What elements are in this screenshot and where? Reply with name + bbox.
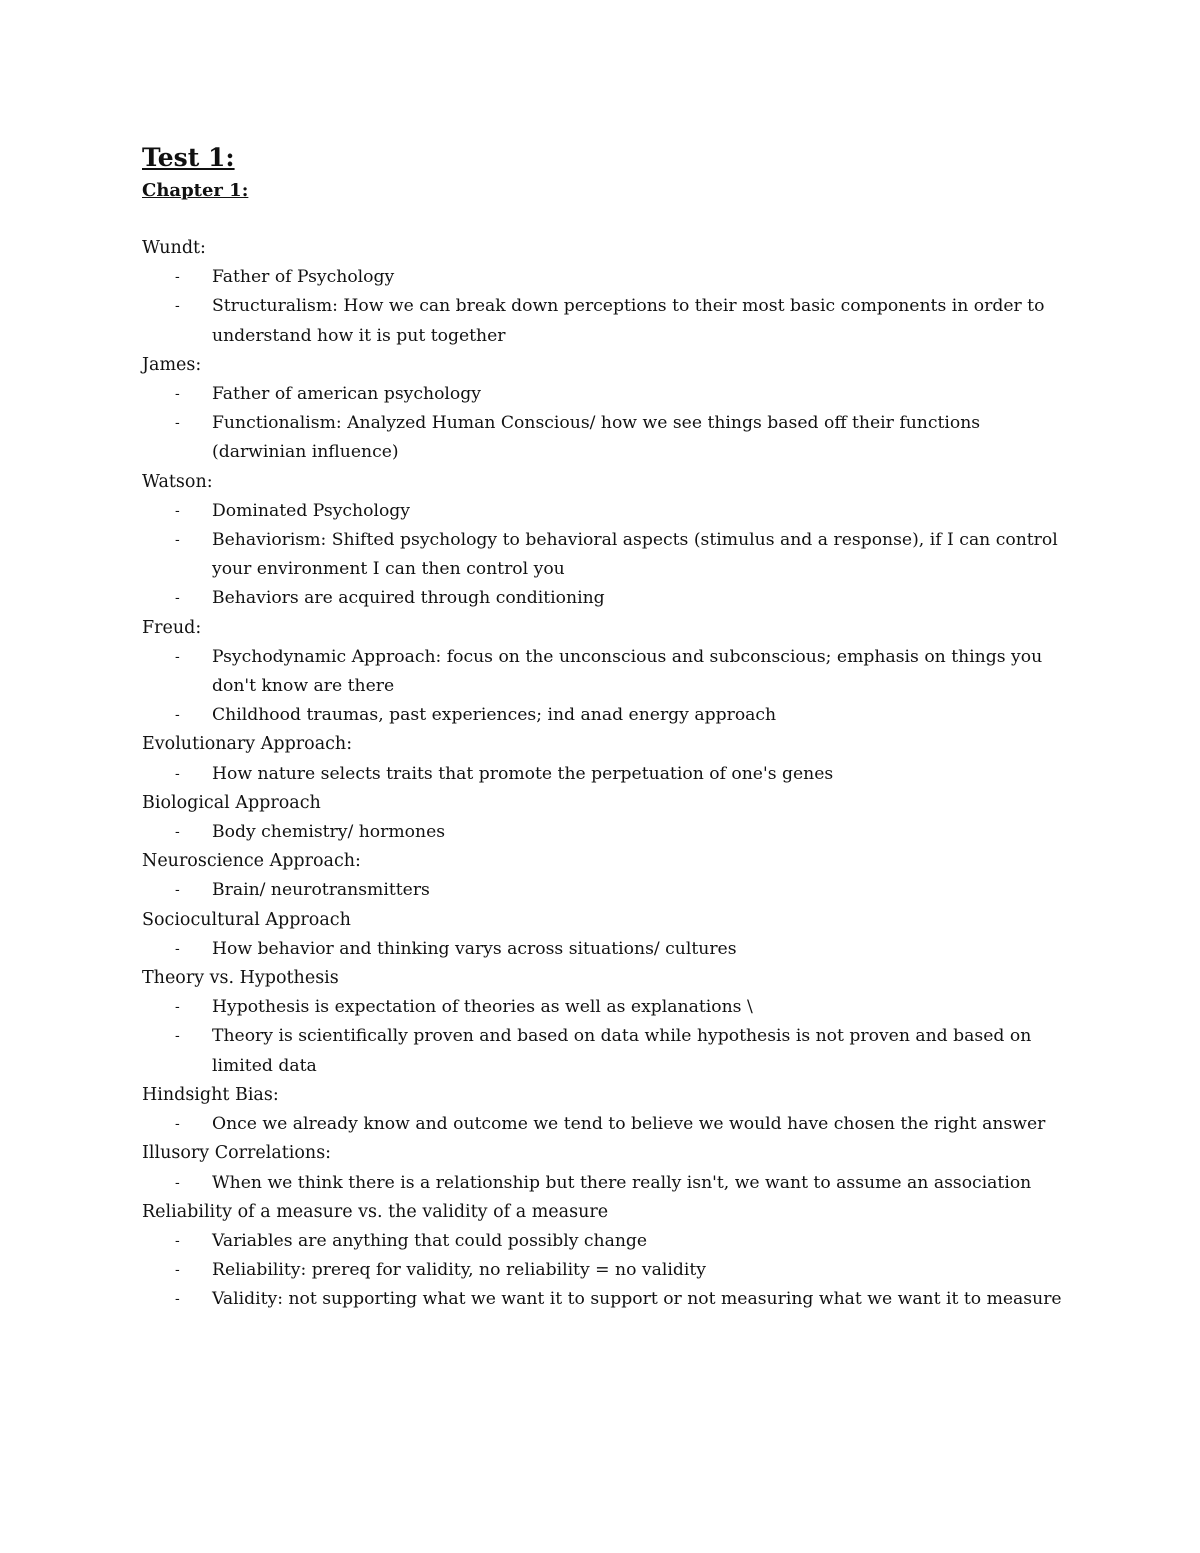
list-item-text: Dominated Psychology bbox=[212, 500, 411, 521]
list-item-text: Father of Psychology bbox=[212, 267, 395, 288]
list-item bbox=[142, 1169, 1072, 1198]
list-item-text: Behaviorism: Shifted psychology to behavioral aspects (stimulus and a response), if I can control your environment I can then control you bbox=[212, 530, 1058, 580]
section-heading: Biological Approach bbox=[142, 792, 321, 813]
note-section bbox=[142, 847, 1072, 905]
bullet-list bbox=[142, 643, 1072, 731]
dash-bullet-icon: - bbox=[175, 765, 180, 782]
list-item-text: Structuralism: How we can break down perceptions to their most basic components in order to understand how it is put together bbox=[212, 296, 1045, 346]
dash-bullet-icon: - bbox=[175, 940, 180, 957]
dash-bullet-icon: - bbox=[175, 590, 180, 607]
list-item bbox=[142, 292, 1072, 350]
section-heading: Sociocultural Approach bbox=[142, 909, 351, 930]
list-item bbox=[142, 409, 1072, 467]
list-item-text: Reliability: prereq for validity, no reliability = no validity bbox=[212, 1260, 706, 1281]
note-section bbox=[142, 234, 1072, 351]
dash-bullet-icon: - bbox=[175, 707, 180, 724]
list-item bbox=[142, 526, 1072, 584]
list-item-text: Theory is scientifically proven and based on data while hypothesis is not proven and based on limited data bbox=[212, 1026, 1032, 1076]
list-item bbox=[142, 643, 1072, 701]
bullet-list bbox=[142, 1227, 1072, 1315]
document-page bbox=[142, 140, 1072, 1315]
section-heading: Wundt: bbox=[142, 238, 206, 258]
dash-bullet-icon: - bbox=[175, 1262, 180, 1279]
note-section bbox=[142, 614, 1072, 731]
list-item bbox=[142, 1022, 1072, 1080]
dash-bullet-icon: - bbox=[175, 1291, 180, 1308]
list-item bbox=[142, 263, 1072, 292]
dash-bullet-icon: - bbox=[175, 648, 180, 665]
bullet-list bbox=[142, 935, 1072, 964]
list-item-text: Body chemistry/ hormones bbox=[212, 822, 446, 843]
dash-bullet-icon: - bbox=[175, 269, 180, 286]
note-section bbox=[142, 906, 1072, 964]
list-item bbox=[142, 380, 1072, 409]
section-heading: Freud: bbox=[142, 617, 202, 638]
section-heading: James: bbox=[142, 354, 202, 375]
section-heading: Neuroscience Approach: bbox=[142, 851, 361, 872]
section-heading: Illusory Correlations: bbox=[142, 1143, 332, 1164]
list-item bbox=[142, 1227, 1072, 1256]
list-item bbox=[142, 584, 1072, 613]
note-section bbox=[142, 1198, 1072, 1315]
list-item-text: Validity: not supporting what we want it to support or not measuring what we want it to measure bbox=[212, 1289, 1062, 1310]
list-item bbox=[142, 1110, 1072, 1139]
section-heading: Hindsight Bias: bbox=[142, 1084, 279, 1105]
note-section bbox=[142, 351, 1072, 468]
list-item-text: Variables are anything that could possibly change bbox=[212, 1230, 648, 1251]
bullet-list bbox=[142, 993, 1072, 1081]
list-item bbox=[142, 818, 1072, 847]
section-heading: Watson: bbox=[142, 471, 213, 492]
dash-bullet-icon: - bbox=[175, 502, 180, 519]
list-item bbox=[142, 497, 1072, 526]
notes-body bbox=[142, 234, 1072, 1315]
section-heading: Evolutionary Approach: bbox=[142, 734, 353, 755]
dash-bullet-icon: - bbox=[175, 1028, 180, 1045]
list-item bbox=[142, 1256, 1072, 1285]
bullet-list bbox=[142, 818, 1072, 847]
bullet-list bbox=[142, 760, 1072, 789]
note-section bbox=[142, 964, 1072, 1081]
list-item-text: Psychodynamic Approach: focus on the unconscious and subconscious; emphasis on things you don't know are there bbox=[212, 646, 1043, 697]
list-item-text: Behaviors are acquired through conditioning bbox=[212, 588, 605, 609]
dash-bullet-icon: - bbox=[175, 882, 180, 899]
dash-bullet-icon: - bbox=[175, 386, 180, 403]
note-section bbox=[142, 730, 1072, 788]
bullet-list bbox=[142, 263, 1072, 351]
bullet-list bbox=[142, 1110, 1072, 1139]
chapter-heading: Chapter 1: bbox=[142, 180, 249, 201]
section-heading: Theory vs. Hypothesis bbox=[142, 968, 339, 989]
list-item-text: Hypothesis is expectation of theories as well as explanations \ bbox=[212, 997, 753, 1018]
dash-bullet-icon: - bbox=[175, 999, 180, 1016]
list-item bbox=[142, 876, 1072, 905]
list-item bbox=[142, 760, 1072, 789]
list-item bbox=[142, 1285, 1072, 1314]
list-item-text: Once we already know and outcome we tend to believe we would have chosen the right answer bbox=[212, 1114, 1046, 1135]
note-section bbox=[142, 789, 1072, 847]
list-item-text: Brain/ neurotransmitters bbox=[212, 880, 430, 901]
list-item-text: Father of american psychology bbox=[212, 384, 481, 405]
note-section bbox=[142, 468, 1072, 614]
note-section bbox=[142, 1139, 1072, 1197]
section-heading: Reliability of a measure vs. the validity of a measure bbox=[142, 1201, 609, 1222]
list-item-text: How nature selects traits that promote the perpetuation of one's genes bbox=[212, 763, 834, 784]
dash-bullet-icon: - bbox=[175, 1116, 180, 1133]
bullet-list bbox=[142, 497, 1072, 614]
list-item-text: Childhood traumas, past experiences; ind anad energy approach bbox=[212, 705, 777, 726]
note-section bbox=[142, 1081, 1072, 1139]
list-item bbox=[142, 935, 1072, 964]
list-item-text: Functionalism: Analyzed Human Conscious/ how we see things based off their functions (darwinian influence) bbox=[212, 413, 981, 463]
list-item-text: How behavior and thinking varys across situations/ cultures bbox=[212, 938, 737, 959]
dash-bullet-icon: - bbox=[175, 1174, 180, 1191]
document-title: Test 1: bbox=[142, 143, 235, 172]
bullet-list bbox=[142, 1169, 1072, 1198]
list-item bbox=[142, 701, 1072, 730]
list-item bbox=[142, 993, 1072, 1022]
dash-bullet-icon: - bbox=[175, 1232, 180, 1249]
list-item-text: When we think there is a relationship but there really isn't, we want to assume an association bbox=[212, 1172, 1032, 1193]
dash-bullet-icon: - bbox=[175, 824, 180, 841]
bullet-list bbox=[142, 876, 1072, 905]
dash-bullet-icon: - bbox=[175, 415, 180, 432]
bullet-list bbox=[142, 380, 1072, 468]
dash-bullet-icon: - bbox=[175, 298, 180, 315]
dash-bullet-icon: - bbox=[175, 532, 180, 549]
